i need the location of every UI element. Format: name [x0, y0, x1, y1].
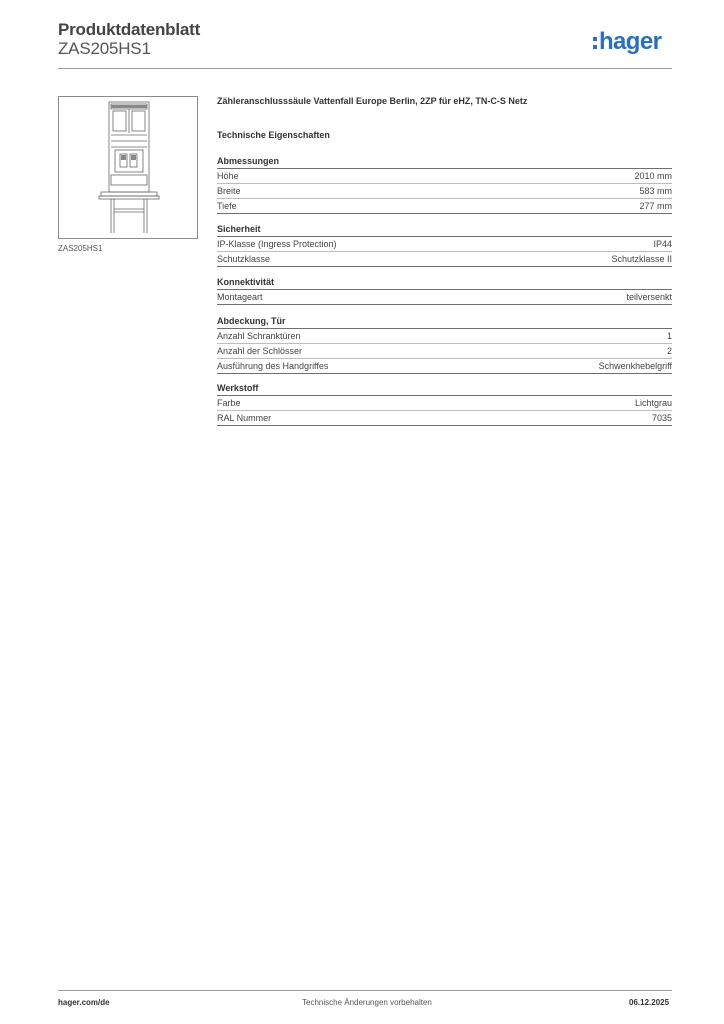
- row-value: 7035: [651, 413, 672, 423]
- group-title: Abdeckung, Tür: [217, 315, 672, 329]
- footer-notice: Technische Änderungen vorbehalten: [302, 998, 432, 1007]
- product-description: Zähleranschlusssäule Vattenfall Europe Berlin, 2ZP für eHZ, TN-C-S Netz: [217, 96, 528, 106]
- table-row: [217, 411, 672, 426]
- row-value: teilversenkt: [626, 292, 672, 302]
- table-row: [217, 199, 672, 214]
- table-row: [217, 169, 672, 184]
- table-row: [217, 252, 672, 267]
- image-caption: ZAS205HS1: [58, 244, 103, 253]
- group-title: Konnektivität: [217, 276, 672, 290]
- row-label: Anzahl Schranktüren: [217, 331, 301, 341]
- product-image: [58, 96, 198, 239]
- row-label: Breite: [217, 186, 241, 196]
- row-value: 583 mm: [639, 186, 672, 196]
- product-code: ZAS205HS1: [58, 39, 151, 58]
- row-value: 2: [666, 346, 672, 356]
- row-label: Ausführung des Handgriffes: [217, 361, 329, 371]
- table-row: [217, 329, 672, 344]
- meter-cabinet-drawing: [59, 97, 197, 238]
- document-title: Produktdatenblatt: [58, 20, 201, 39]
- table-row: [217, 237, 672, 252]
- group-abdeckung-tuer: [217, 315, 672, 374]
- group-konnektivitaet: [217, 276, 672, 305]
- logo-dot-bottom: [593, 45, 597, 49]
- group-abmessungen: [217, 155, 672, 214]
- row-label: Anzahl der Schlösser: [217, 346, 303, 356]
- table-row: [217, 359, 672, 374]
- header-divider: [58, 68, 672, 69]
- row-value: 277 mm: [639, 201, 672, 211]
- group-title: Sicherheit: [217, 223, 672, 237]
- table-row: [217, 184, 672, 199]
- row-label: Farbe: [217, 398, 241, 408]
- row-label: Schutzklasse: [217, 254, 271, 264]
- section-heading: Technische Eigenschaften: [217, 130, 330, 140]
- row-label: IP-Klasse (Ingress Protection): [217, 239, 337, 249]
- row-label: Tiefe: [217, 201, 237, 211]
- hager-logo: [592, 28, 661, 56]
- row-value: Lichtgrau: [634, 398, 672, 408]
- row-value: 2010 mm: [634, 171, 672, 181]
- row-label: RAL Nummer: [217, 413, 272, 423]
- row-label: Montageart: [217, 292, 263, 302]
- footer-website-link[interactable]: hager.com/de: [58, 998, 110, 1007]
- group-title: Werkstoff: [217, 382, 672, 396]
- group-title: Abmessungen: [217, 155, 672, 169]
- logo-wordmark: hager: [599, 28, 662, 55]
- group-werkstoff: [217, 382, 672, 426]
- group-sicherheit: [217, 223, 672, 267]
- row-value: IP44: [653, 239, 672, 249]
- row-value: Schutzklasse II: [611, 254, 672, 264]
- footer-date: 06.12.2025: [629, 998, 670, 1007]
- row-value: 1: [666, 331, 672, 341]
- table-row: [217, 396, 672, 411]
- footer-divider: [58, 990, 672, 991]
- logo-dot-top: [593, 37, 597, 41]
- table-row: [217, 344, 672, 359]
- table-row: [217, 290, 672, 305]
- row-value: Schwenkhebelgriff: [598, 361, 672, 371]
- row-label: Höhe: [217, 171, 239, 181]
